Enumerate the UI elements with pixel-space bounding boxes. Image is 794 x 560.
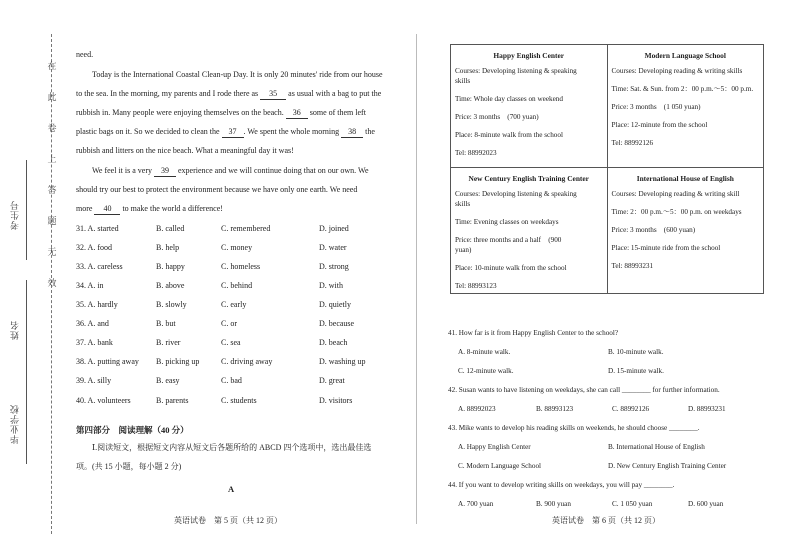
blank-40: 40 (94, 204, 120, 215)
paragraph-line: rubbish and litters on the nice beach. What a meaningful day it was! (76, 146, 294, 155)
ad-title: Modern Language School (644, 51, 726, 60)
ad-line: Time: 2：00 p.m.～5：00 p.m. on weekdays (611, 208, 742, 216)
passage-label: A (228, 484, 235, 494)
page-5 (76, 0, 396, 560)
ad-line: Courses: Developing reading & writing skill (611, 190, 740, 198)
option-row-37: 37. A. bank B. river C. sea D. beach (76, 338, 348, 347)
option-41-b: B. 10-minute walk. (608, 348, 664, 356)
intro-text: need. (76, 50, 94, 59)
ad-title: Happy English Center (493, 51, 565, 60)
page-divider (416, 34, 417, 524)
seal-char: 卷 (47, 123, 57, 133)
blank-35: 35 (260, 89, 286, 100)
ad-line: Place: 12-minute from the school (611, 121, 708, 129)
option-43-b: B. International House of English (608, 443, 705, 451)
candidate-number-line (26, 160, 27, 260)
ad-line: Place: 8-minute walk from the school (455, 131, 563, 139)
blank-37: 37 (222, 127, 244, 138)
option-44-c: C. 1 050 yuan (612, 500, 653, 508)
seal-char: 效 (47, 278, 57, 288)
ad-line: Place: 15-minute ride from the school (611, 244, 721, 252)
ad-line: skills (455, 77, 471, 85)
question-44: 44. If you want to develop writing skills on weekdays, you will pay ________. (448, 481, 675, 489)
ad-modern-language-school (607, 45, 764, 168)
paragraph-line: more 40 to make the world a difference! (76, 204, 223, 213)
option-42-d: D. 88993231 (688, 405, 726, 413)
school-field (8, 404, 21, 444)
name-field (8, 320, 21, 340)
blank-38: 38 (341, 127, 363, 138)
seal-char: 在 (47, 61, 57, 71)
option-42-c: C. 88992126 (612, 405, 650, 413)
binding-margin (0, 0, 70, 560)
school-line (26, 364, 27, 464)
paragraph-line: We feel it is a very 39 experience and we will continue doing that on our own. We (92, 166, 369, 175)
name-label: 姓名 (10, 320, 20, 340)
ad-line: Price: 3 months (1 050 yuan) (611, 103, 701, 111)
option-43-c: C. Modern Language School (458, 462, 542, 470)
option-row-32: 32. A. food B. help C. money D. water (76, 243, 347, 252)
page-6 (448, 0, 768, 560)
page-footer: 英语试卷 第 6 页（共 12 页） (552, 516, 660, 525)
option-44-b: B. 900 yuan (536, 500, 571, 508)
paragraph-line: Today is the International Coastal Clean-up Day. It is only 20 minutes' ride from our house (92, 70, 383, 79)
option-41-c: C. 12-minute walk. (458, 367, 514, 375)
option-row-36: 36. A. and B. but C. or D. because (76, 319, 355, 328)
option-row-31: 31. A. started B. called C. remembered D. joined (76, 224, 349, 233)
paragraph-line: should try our best to protect the environment because we have only one earth. We need (76, 185, 358, 194)
option-row-35: 35. A. hardly B. slowly C. early D. quietly (76, 300, 351, 309)
ad-line: Time: Sat. & Sun. from 2：00 p.m.～5：00 p.m. (611, 85, 754, 93)
option-43-a: A. Happy English Center (458, 443, 531, 451)
option-42-b: B. 88993123 (536, 405, 574, 413)
ad-line: Tel: 88993231 (611, 262, 654, 270)
question-43: 43. Mike wants to develop his reading skills on weekends, he should choose ________. (448, 424, 700, 432)
paragraph-line: to the sea. In the morning, my parents and I rode there as 35 as usual with a bag to put the (76, 89, 382, 98)
option-42-a: A. 88992023 (458, 405, 496, 413)
seal-char: 答 (47, 185, 57, 195)
ad-line: skills (455, 200, 471, 208)
option-row-40: 40. A. volunteers B. parents C. students D. visitors (76, 396, 353, 405)
question-41: 41. How far is it from Happy English Center to the school? (448, 329, 619, 337)
ad-line: Price: 3 months (700 yuan) (455, 113, 539, 121)
ad-line: Tel: 88992126 (611, 139, 654, 147)
option-43-d: D. New Century English Training Center (608, 462, 727, 470)
section-title: 第四部分 阅读理解（40 分） (76, 425, 189, 435)
ad-line: Price: three months and a half (900 (455, 236, 562, 244)
ad-line: Tel: 88992023 (455, 149, 497, 157)
seal-char: 题 (47, 216, 57, 226)
ads-table (450, 44, 764, 294)
paragraph-line: rubbish in. Many people were enjoying themselves on the beach. 36 some of them left (76, 108, 366, 117)
ad-international-house (607, 168, 764, 294)
ad-line: Tel: 88993123 (455, 282, 497, 290)
ad-line: Courses: Developing listening & speaking (455, 190, 577, 198)
paragraph-line: plastic bags on it. So we decided to clean the 37 . We spent the whole morning 38 the (76, 127, 375, 136)
ad-title: New Century English Training Center (468, 174, 589, 183)
option-44-a: A. 700 yuan (458, 500, 494, 508)
ad-new-century-center (451, 168, 608, 294)
ad-happy-english-center (451, 45, 608, 168)
seal-notice (44, 62, 60, 310)
question-42: 42. Susan wants to have listening on weekdays, she can call ________ for further information. (448, 386, 720, 394)
option-41-a: A. 8-minute walk. (458, 348, 511, 356)
blank-39: 39 (154, 166, 176, 177)
page-footer: 英语试卷 第 5 页（共 12 页） (174, 516, 282, 525)
ad-line: Courses: Developing listening & speaking (455, 67, 577, 75)
ad-line: Time: Evening classes on weekdays (455, 218, 559, 226)
seal-char: 无 (47, 247, 57, 257)
option-44-d: D. 600 yuan (688, 500, 724, 508)
ad-title: International House of English (636, 174, 734, 183)
school-label: 毕业学校 (10, 404, 20, 444)
option-row-39: 39. A. silly B. easy C. bad D. great (76, 376, 345, 385)
option-row-34: 34. A. in B. above C. behind D. with (76, 281, 343, 290)
seal-char: 此 (47, 92, 57, 102)
ad-line: Courses: Developing reading & writing skills (611, 67, 743, 75)
seal-char: 上 (47, 154, 57, 164)
blank-36: 36 (286, 108, 308, 119)
instruction-line: 项。(共 15 小题，每小题 2 分) (76, 462, 182, 471)
ad-line: yuan) (455, 246, 472, 254)
ad-line: Place: 10-minute walk from the school (455, 264, 567, 272)
candidate-number-field (8, 200, 21, 230)
option-41-d: D. 15-minute walk. (608, 367, 664, 375)
option-row-33: 33. A. careless B. happy C. homeless D. strong (76, 262, 349, 271)
ad-line: Time: Whole day classes on weekend (455, 95, 563, 103)
option-row-38: 38. A. putting away B. picking up C. driving away D. washing up (76, 357, 366, 366)
ad-line: Price: 3 months (600 yuan) (611, 226, 696, 234)
candidate-number-label: 考生号 (10, 200, 20, 230)
instruction-line: Ⅰ.阅读短文，根据短文内容从短文后各题所给的 ABCD 四个选项中，选出最佳选 (92, 443, 372, 452)
